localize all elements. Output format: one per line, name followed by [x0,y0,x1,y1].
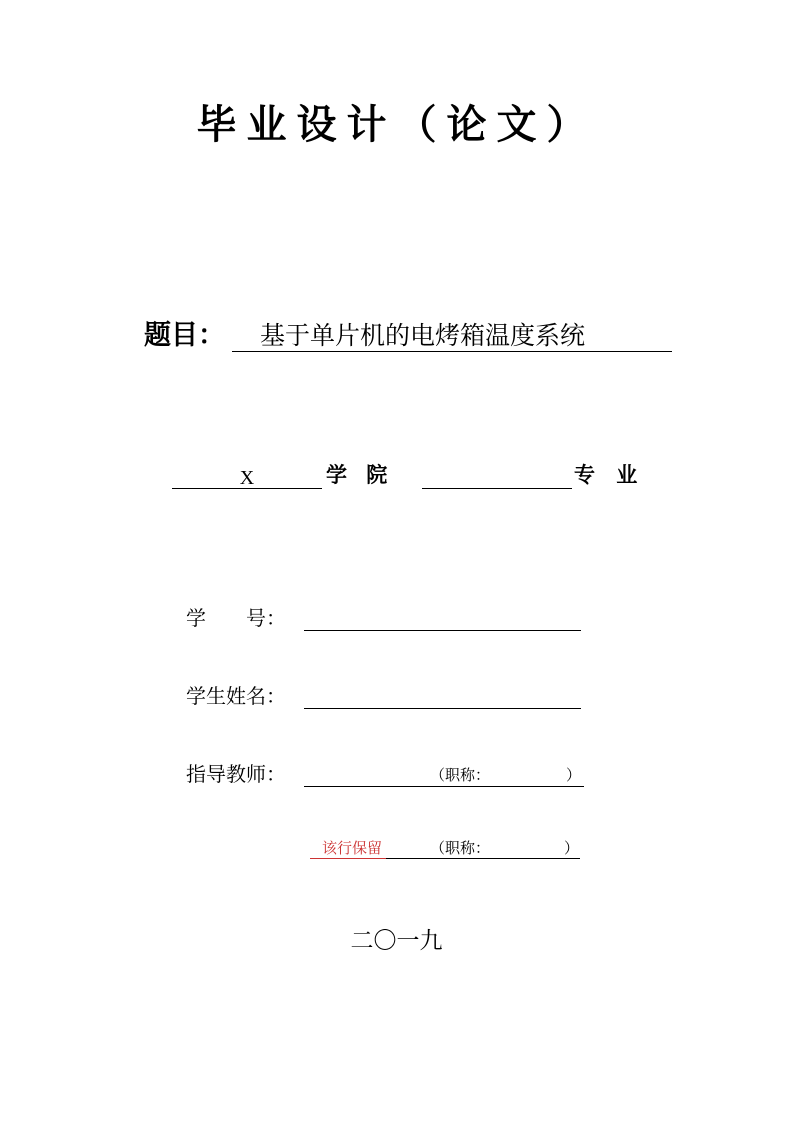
topic-value: 基于单片机的电烤箱温度系统 [232,318,672,352]
student-name-field [304,686,581,709]
advisor-title-close: ） [566,766,582,784]
student-id-label: 学 号： [186,606,286,630]
major-field [422,462,572,489]
year: 二〇一九 [350,928,443,954]
document-title: 毕业设计（论文） [196,102,597,148]
topic-label: 题目： [144,320,225,351]
co-advisor-title-open: （职称： [430,839,491,857]
student-name-label: 学生姓名： [186,684,286,708]
college-label: 学 院 [326,463,394,487]
college-field [172,462,322,489]
major-label: 专 业 [574,463,645,487]
reserved-row-note: 该行保留 [322,839,383,857]
advisor-title-open: （职称： [430,766,491,784]
student-id-field [304,608,581,631]
college-value: X [239,467,255,489]
advisor-label: 指导教师： [186,762,286,786]
co-advisor-title-close: ） [564,839,580,857]
reserved-underline [310,858,386,859]
